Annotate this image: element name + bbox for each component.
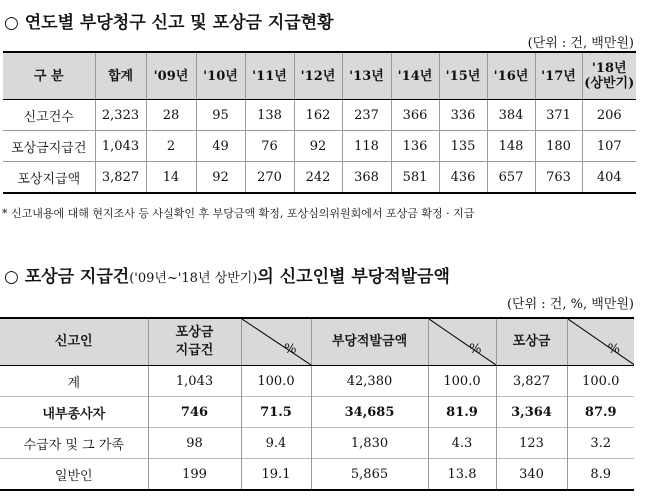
header-year: '09년 bbox=[146, 52, 196, 100]
cell: 2,323 bbox=[95, 100, 146, 131]
cell: 3,827 bbox=[95, 162, 146, 194]
cell: 71.5 bbox=[241, 397, 311, 428]
cell: 42,380 bbox=[311, 366, 428, 397]
cell: 1,043 bbox=[148, 366, 241, 397]
cell: 1,830 bbox=[311, 428, 428, 459]
percent-label: % bbox=[469, 342, 482, 357]
header-year: '13년 bbox=[342, 52, 391, 100]
cell: 436 bbox=[439, 162, 487, 194]
reporter-table bbox=[0, 317, 634, 491]
cell: 162 bbox=[294, 100, 342, 131]
header-paid-line1: 포상금 bbox=[175, 325, 214, 340]
cell: 87.9 bbox=[567, 397, 634, 428]
row-label: 포상금지급건 bbox=[3, 131, 95, 162]
header-paid-line2: 지급건 bbox=[175, 343, 214, 358]
yearly-report-table bbox=[3, 51, 636, 194]
header-year: '12년 bbox=[294, 52, 342, 100]
header-detected-amount: 부당적발금액 bbox=[311, 318, 428, 366]
cell: 1,043 bbox=[95, 131, 146, 162]
row-label: 계 bbox=[0, 366, 148, 397]
cell: 98 bbox=[148, 428, 241, 459]
section2-title-main: ○ 포상금 지급건 bbox=[4, 267, 130, 287]
header-year-label: '18년 bbox=[591, 61, 627, 76]
cell: 2 bbox=[146, 131, 196, 162]
cell: 14 bbox=[146, 162, 196, 194]
table-row bbox=[0, 428, 634, 459]
cell: 368 bbox=[342, 162, 391, 194]
cell: 9.4 bbox=[241, 428, 311, 459]
footnote: * 신고내용에 대해 현지조사 등 사실확인 후 부당금액 확정, 포상심의위원회에서 포상금 확정 · 지급 bbox=[2, 207, 475, 220]
table-row bbox=[0, 459, 634, 491]
header-half-label: (상반기) bbox=[584, 76, 635, 91]
cell: 3,827 bbox=[496, 366, 567, 397]
diagonal-line bbox=[242, 319, 311, 365]
cell: 13.8 bbox=[428, 459, 496, 491]
cell: 8.9 bbox=[567, 459, 634, 491]
cell: 366 bbox=[391, 100, 439, 131]
header-year: '10년 bbox=[196, 52, 245, 100]
header-category: 구 분 bbox=[3, 52, 95, 100]
cell: 136 bbox=[391, 131, 439, 162]
cell: 107 bbox=[582, 131, 636, 162]
section2-unit: (단위 : 건, %, 백만원) bbox=[506, 297, 634, 312]
section1-title: ○ 연도별 부당청구 신고 및 포상금 지급현황 bbox=[4, 13, 334, 33]
table-row bbox=[0, 397, 634, 428]
row-label: 일반인 bbox=[0, 459, 148, 491]
cell: 123 bbox=[496, 428, 567, 459]
header-percent bbox=[567, 318, 634, 366]
section2-title-end: 의 신고인별 부당적발금액 bbox=[257, 267, 450, 287]
cell: 340 bbox=[496, 459, 567, 491]
cell: 657 bbox=[487, 162, 535, 194]
table-row bbox=[3, 162, 636, 194]
row-label: 신고건수 bbox=[3, 100, 95, 131]
table-row bbox=[0, 366, 634, 397]
cell: 242 bbox=[294, 162, 342, 194]
diagonal-line bbox=[568, 319, 635, 365]
section2-title bbox=[4, 262, 450, 287]
table-row bbox=[3, 131, 636, 162]
header-percent bbox=[428, 318, 496, 366]
cell: 135 bbox=[439, 131, 487, 162]
cell: 100.0 bbox=[241, 366, 311, 397]
cell: 237 bbox=[342, 100, 391, 131]
cell: 581 bbox=[391, 162, 439, 194]
row-label: 포상지급액 bbox=[3, 162, 95, 194]
header-reward: 포상금 bbox=[496, 318, 567, 366]
row-label: 내부종사자 bbox=[0, 397, 148, 428]
cell: 371 bbox=[535, 100, 582, 131]
percent-label: % bbox=[284, 342, 297, 357]
section2-title-sub: ('09년~'18년 상반기) bbox=[129, 271, 258, 286]
header-year-2018 bbox=[582, 52, 636, 100]
cell: 3,364 bbox=[496, 397, 567, 428]
section1-unit: (단위 : 건, 백만원) bbox=[527, 36, 634, 51]
cell: 100.0 bbox=[428, 366, 496, 397]
cell: 384 bbox=[487, 100, 535, 131]
header-reporter: 신고인 bbox=[0, 318, 148, 366]
header-total: 합계 bbox=[95, 52, 146, 100]
cell: 404 bbox=[582, 162, 636, 194]
cell: 92 bbox=[294, 131, 342, 162]
cell: 746 bbox=[148, 397, 241, 428]
cell: 148 bbox=[487, 131, 535, 162]
table-row bbox=[3, 100, 636, 131]
table-header-row bbox=[3, 52, 636, 100]
cell: 100.0 bbox=[567, 366, 634, 397]
cell: 92 bbox=[196, 162, 245, 194]
cell: 81.9 bbox=[428, 397, 496, 428]
cell: 118 bbox=[342, 131, 391, 162]
cell: 199 bbox=[148, 459, 241, 491]
header-year: '11년 bbox=[245, 52, 294, 100]
percent-label: % bbox=[607, 342, 620, 357]
cell: 76 bbox=[245, 131, 294, 162]
cell: 3.2 bbox=[567, 428, 634, 459]
cell: 270 bbox=[245, 162, 294, 194]
cell: 336 bbox=[439, 100, 487, 131]
cell: 95 bbox=[196, 100, 245, 131]
header-year: '15년 bbox=[439, 52, 487, 100]
row-label: 수급자 및 그 가족 bbox=[0, 428, 148, 459]
cell: 138 bbox=[245, 100, 294, 131]
header-paid-count bbox=[148, 318, 241, 366]
cell: 28 bbox=[146, 100, 196, 131]
cell: 34,685 bbox=[311, 397, 428, 428]
header-year: '17년 bbox=[535, 52, 582, 100]
cell: 180 bbox=[535, 131, 582, 162]
header-year: '14년 bbox=[391, 52, 439, 100]
cell: 4.3 bbox=[428, 428, 496, 459]
header-year: '16년 bbox=[487, 52, 535, 100]
diagonal-line bbox=[429, 319, 496, 365]
table-header-row bbox=[0, 318, 634, 366]
cell: 763 bbox=[535, 162, 582, 194]
header-percent bbox=[241, 318, 311, 366]
cell: 19.1 bbox=[241, 459, 311, 491]
cell: 5,865 bbox=[311, 459, 428, 491]
cell: 49 bbox=[196, 131, 245, 162]
cell: 206 bbox=[582, 100, 636, 131]
